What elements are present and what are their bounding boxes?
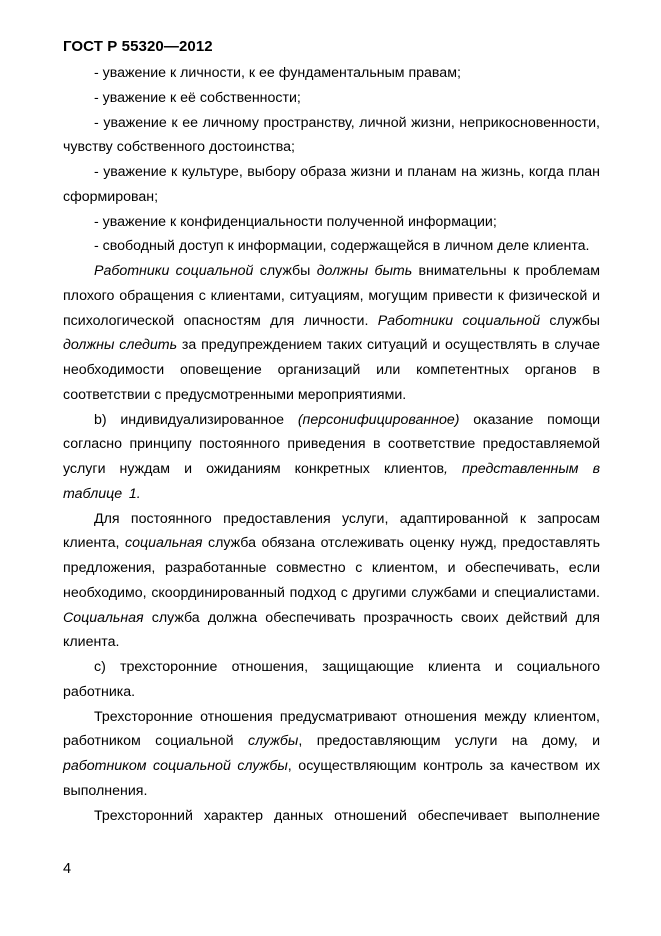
paragraph (63, 804, 600, 829)
text-run: оказание помощи согласно принципу постоянного приведения в соответствие предоставляемой услуги нуждам и ожиданиям конкретных клиентов (63, 411, 600, 477)
italic-text-run: Социальная (63, 609, 144, 626)
paragraph (63, 210, 600, 235)
text-run: службы (253, 263, 317, 279)
italic-text-run: должны следить (63, 337, 178, 354)
italic-text-run: (персонифицированное) (297, 411, 460, 428)
italic-text-run: Работники социальной (377, 312, 541, 329)
document-header: ГОСТ Р 55320—2012 (63, 38, 213, 55)
text-run: - уважение к личности, к ее фундаментальным правам; (94, 65, 461, 81)
text-run: c) трехсторонние отношения, защищающие клиента и социального работника. (63, 659, 600, 700)
paragraph (63, 507, 600, 656)
text-run: - уважение к культуре, выбору образа жизни и планам на жизнь, когда план сформирован; (63, 164, 600, 205)
paragraph (63, 86, 600, 111)
text-run: - уважение к её собственности; (94, 89, 301, 106)
text-run: служба обязана отслеживать оценку нужд, предоставлять предложения, разработанные совместно с клиентом, и обеспечивать, если необходимо, скоординированный подход с другими службами и специалистами. (63, 535, 600, 601)
paragraph (63, 259, 600, 408)
paragraph (63, 111, 600, 161)
text-run: служба должна обеспечивать прозрачность своих действий для клиента. (63, 609, 600, 651)
text-run: внимательны к проблемам плохого обращения с клиентами, ситуациям, могущим привести к физической и психологической опасностям для личности. (63, 263, 601, 329)
text-run: b) индивидуализированное (94, 411, 298, 428)
paragraph (63, 655, 600, 705)
text-run: Трехсторонний характер данных отношений обеспечивает выполнение (94, 807, 600, 824)
paragraph (63, 408, 600, 507)
italic-text-run: Работники социальной (94, 263, 254, 279)
text-run: службы (540, 312, 601, 329)
italic-text-run: работником социальной службы (63, 758, 288, 774)
italic-text-run: , представленным в таблице 1. (63, 461, 600, 502)
text-run: , осуществляющим контроль за качеством их выполнения. (63, 758, 600, 799)
italic-text-run: службы (247, 733, 299, 750)
body-text (63, 61, 600, 828)
paragraph (63, 61, 600, 86)
text-run: - уважение к ее личному пространству, личной жизни, неприкосновенности, чувству собственного достоинства; (63, 114, 600, 156)
text-run: за предупреждением таких ситуаций и осуществлять в случае необходимости оповещение организаций или компетентных органов в соответствии с предусмотренными мероприятиями. (63, 337, 600, 403)
text-run: - уважение к конфиденциальности полученной информации; (94, 213, 497, 230)
paragraph (63, 160, 600, 210)
text-run: - свободный доступ к информации, содержащейся в личном деле клиента. (94, 238, 590, 255)
text-run: Для постоянного предоставления услуги, адаптированной к запросам клиента, (63, 510, 600, 552)
text-run: Трехсторонние отношения предусматривают отношения между клиентом, работником социальной (63, 708, 600, 750)
text-run: , предоставляющим услуги на дому, и (298, 733, 600, 750)
paragraph (63, 705, 600, 804)
italic-text-run: социальная (125, 535, 203, 552)
italic-text-run: должны быть (316, 263, 413, 279)
page-number: 4 (63, 861, 72, 877)
paragraph (63, 234, 600, 259)
